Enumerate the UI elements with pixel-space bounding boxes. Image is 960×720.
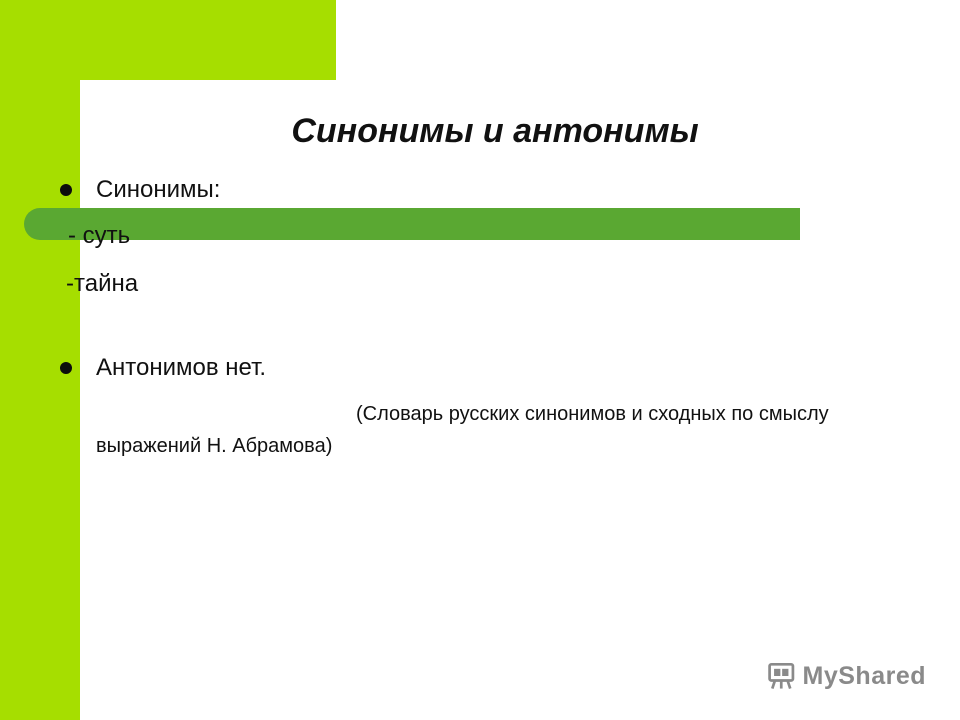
synonym-item: -тайна	[66, 270, 139, 297]
top-accent-block	[0, 0, 336, 80]
content-corner	[80, 80, 160, 160]
synonym-item: - суть	[68, 222, 131, 249]
logo-text: MyShared	[802, 661, 926, 690]
bullet-antonyms: Антонимов нет.	[96, 354, 267, 381]
bullet-synonyms: Синонимы:	[96, 176, 221, 203]
bullet-dot	[60, 184, 72, 196]
source-note: (Словарь русских синонимов и сходных по смыслу выражений Н. Абрамова)	[96, 403, 829, 457]
bullet-dot	[60, 362, 72, 374]
watermark-logo	[766, 656, 926, 696]
divider-bar	[24, 208, 800, 240]
slide-title: Синонимы и антонимы	[291, 112, 699, 150]
left-accent-bar	[0, 0, 80, 720]
presentation-screen-icon	[766, 659, 797, 693]
